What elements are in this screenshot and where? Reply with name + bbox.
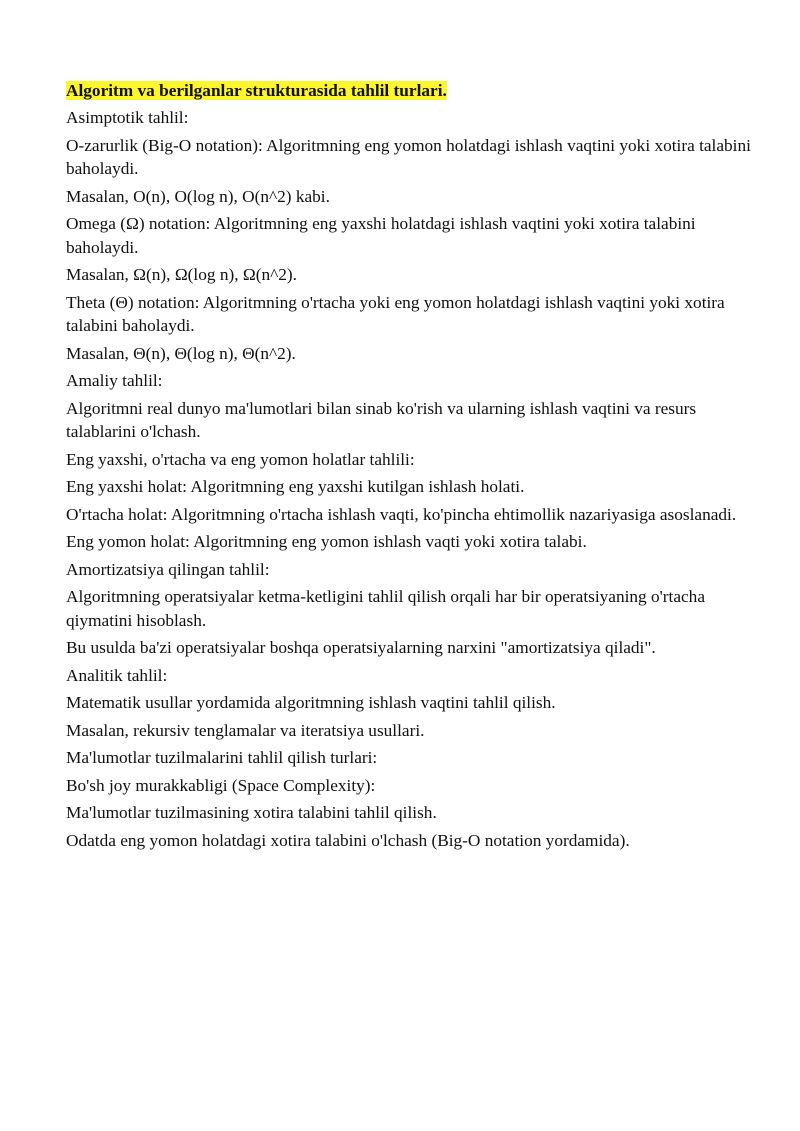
paragraph: O'rtacha holat: Algoritmning o'rtacha ishlash vaqti, ko'pincha ehtimollik nazariyasiga asoslanadi. xyxy=(66,504,737,524)
document-title xyxy=(66,80,766,102)
paragraph: Ma'lumotlar tuzilmalarini tahlil qilish turlari: xyxy=(66,748,378,767)
paragraph: Theta (Θ) notation: Algoritmning o'rtacha yoki eng yomon holatdagi ishlash vaqtini yoki xotira talabini baholaydi. xyxy=(66,292,725,335)
paragraph: Ma'lumotlar tuzilmasining xotira talabini tahlil qilish. xyxy=(66,803,437,822)
document-page xyxy=(66,80,766,856)
paragraph: Amaliy tahlil: xyxy=(66,371,163,390)
paragraph: Eng yomon holat: Algoritmning eng yomon ishlash vaqti yoki xotira talabi. xyxy=(66,532,587,551)
paragraph: Matematik usullar yordamida algoritmning ishlash vaqtini tahlil qilish. xyxy=(66,693,556,712)
paragraph: Algoritmni real dunyo ma'lumotlari bilan sinab ko'rish va ularning ishlash vaqtini va resurs talablarini o'lchash. xyxy=(66,398,697,441)
paragraph: Amortizatsiya qilingan tahlil: xyxy=(66,559,270,579)
paragraph: Odatda eng yomon holatdagi xotira talabini o'lchash (Big-O notation yordamida). xyxy=(66,830,630,850)
paragraph: Masalan, rekursiv tenglamalar va iteratsiya usullari. xyxy=(66,720,425,740)
paragraph: Asimptotik tahlil: xyxy=(66,108,189,127)
paragraph: Eng yaxshi, o'rtacha va eng yomon holatlar tahlili: xyxy=(66,449,415,469)
paragraph: Bu usulda ba'zi operatsiyalar boshqa operatsiyalarning narxini "amortizatsiya qiladi". xyxy=(66,638,656,657)
paragraph: Masalan, O(n), O(log n), O(n^2) kabi. xyxy=(66,186,330,206)
paragraph: Omega (Ω) notation: Algoritmning eng yaxshi holatdagi ishlash vaqtini yoki xotira talabini baholaydi. xyxy=(66,214,696,257)
paragraph: Masalan, Ω(n), Ω(log n), Ω(n^2). xyxy=(66,265,297,284)
paragraph: Eng yaxshi holat: Algoritmning eng yaxshi kutilgan ishlash holati. xyxy=(66,477,525,496)
paragraph: O-zarurlik (Big-O notation): Algoritmning eng yomon holatdagi ishlash vaqtini yoki xotira talabini baholaydi. xyxy=(66,135,751,178)
paragraph: Analitik tahlil: xyxy=(66,665,168,685)
paragraph: Masalan, Θ(n), Θ(log n), Θ(n^2). xyxy=(66,343,296,363)
paragraph: Bo'sh joy murakkabligi (Space Complexity): xyxy=(66,775,376,795)
paragraph: Algoritmning operatsiyalar ketma-ketligini tahlil qilish orqali har bir operatsiyaning o'rtacha qiymatini hisoblash. xyxy=(66,587,705,630)
document-title-text: Algoritm va berilganlar strukturasida tahlil turlari. xyxy=(66,81,447,100)
